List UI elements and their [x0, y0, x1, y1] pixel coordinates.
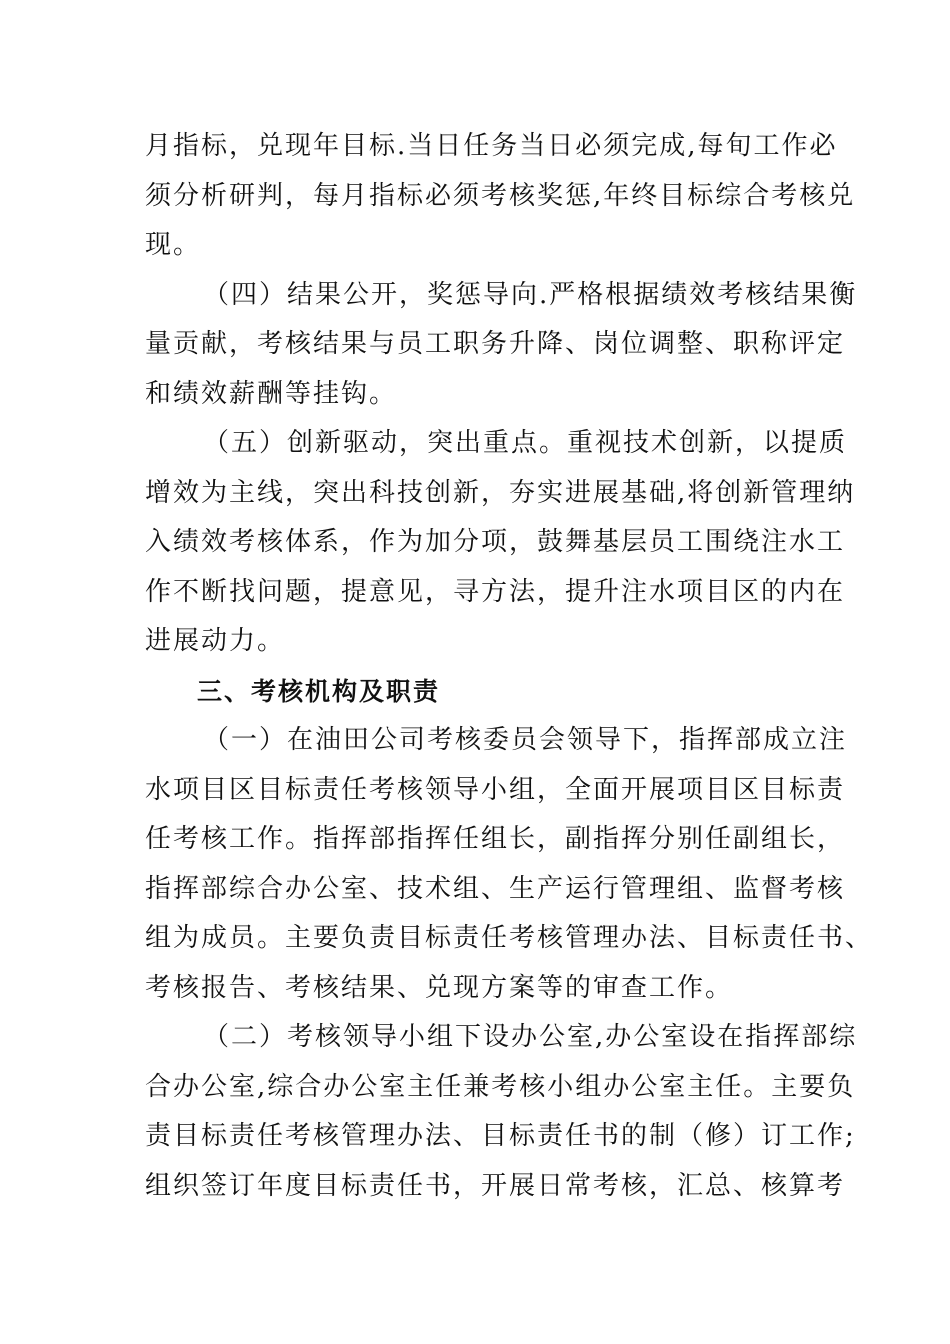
text-line: 量贡献，考核结果与员工职务升降、岗位调整、职称评定: [145, 329, 846, 359]
text-line: （一）在油田公司考核委员会领导下，指挥部成立注: [203, 725, 848, 755]
text-line: 合办公室,综合办公室主任兼考核小组办公室主任。主要负: [145, 1071, 856, 1102]
text-line: （二）考核领导小组下设办公室,办公室设在指挥部综: [203, 1022, 858, 1052]
text-line: 水项目区目标责任考核领导小组，全面开展项目区目标责: [145, 774, 846, 805]
text-line: 组织签订年度目标责任书，开展日常考核，汇总、核算考: [145, 1170, 846, 1201]
text-line: 责目标责任考核管理办法、目标责任书的制（修）订工作;: [145, 1121, 856, 1151]
section-heading-organization: [145, 667, 800, 717]
section-heading: 三、考核机构及职责: [197, 676, 441, 706]
document-body: [145, 122, 874, 1211]
text-line: 月指标，兑现年目标.当日任务当日必须完成,每旬工作必: [145, 131, 838, 161]
paragraph-innovation-driven: [145, 419, 856, 667]
text-line: 和绩效薪酬等挂钩。: [145, 378, 398, 409]
text-line: 入绩效考核体系，作为加分项，鼓舞基层员工围绕注水工: [145, 527, 846, 557]
text-line: 考核报告、考核结果、兑现方案等的审查工作。: [145, 972, 734, 1003]
text-line: （四）结果公开，奖惩导向.严格根据绩效考核结果衡: [203, 279, 858, 310]
paragraph-result-disclosure: [145, 271, 858, 420]
text-line: 任考核工作。指挥部指挥任组长，副指挥分别任副组长，: [145, 824, 846, 854]
text-line: 进展动力。: [145, 626, 286, 656]
text-line: 增效为主线，突出科技创新，夯实进展基础,将创新管理纳: [145, 477, 856, 508]
text-line: （五）创新驱动，突出重点。重视技术创新，以提质: [203, 428, 848, 458]
text-line: 须分析研判，每月指标必须考核奖惩,年终目标综合考核兑: [145, 180, 856, 211]
text-line: 指挥部综合办公室、技术组、生产运行管理组、监督考核: [145, 873, 846, 904]
text-line: 现。: [145, 230, 202, 260]
paragraph-leadership-group: [145, 716, 874, 1013]
paragraph-office: [145, 1013, 858, 1211]
text-line: 作不断找问题，提意见，寻方法，提升注水项目区的内在: [145, 576, 846, 607]
paragraph-monthly-targets: [145, 122, 856, 271]
text-line: 组为成员。主要负责目标责任考核管理办法、目标责任书、: [145, 923, 874, 953]
